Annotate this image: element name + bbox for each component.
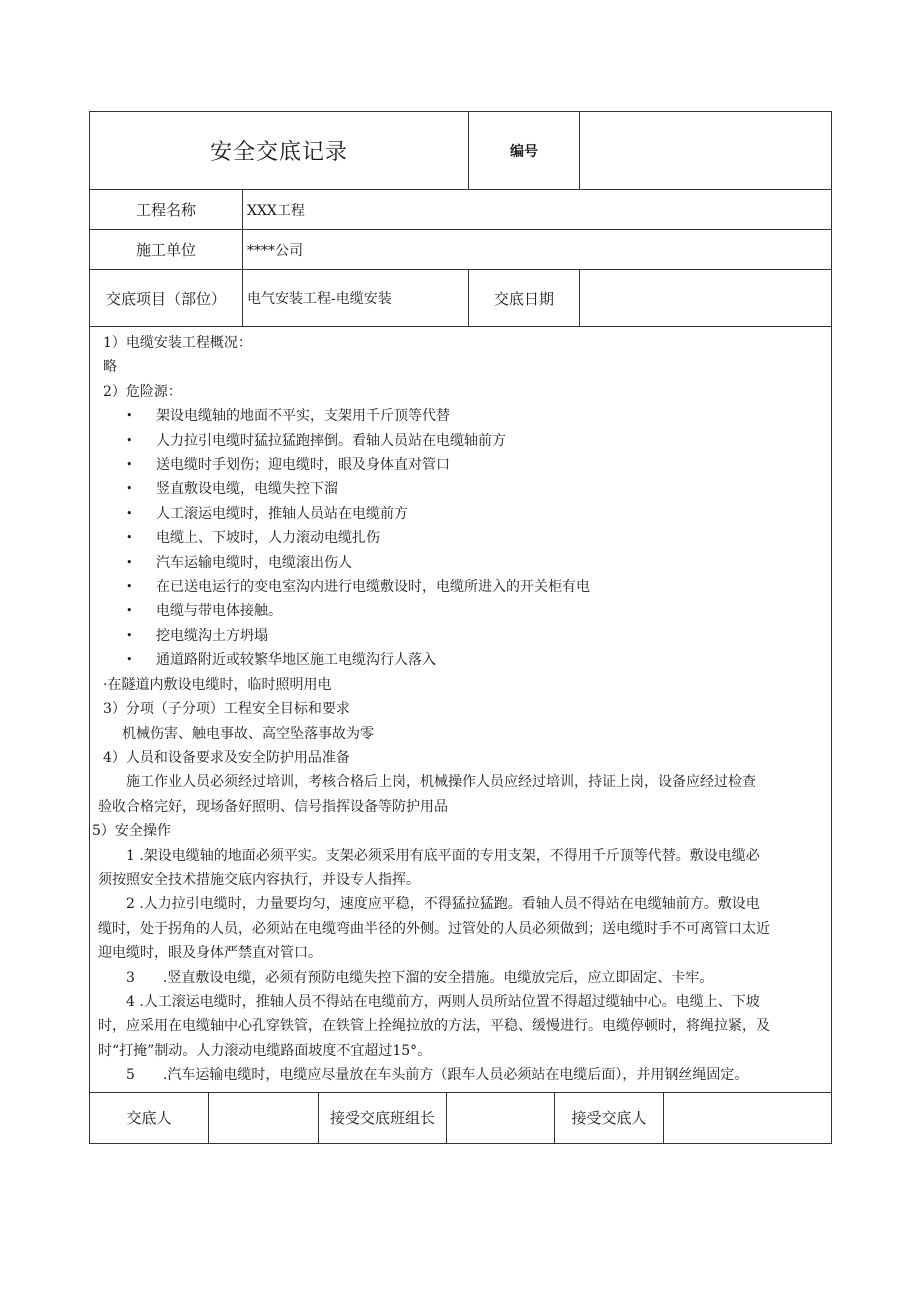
hazard-item (98, 429, 825, 453)
hazard-item (98, 575, 825, 599)
hazard-text: 竖直敷设电缆，电缆失控下溜 (156, 481, 338, 498)
operation-line: 1 .架设电缆轴的地面必须平实。支架必须采用有底平面的专用支架，不得用千斤顶等代替。敷设电缆必 (126, 847, 760, 864)
form-title: 安全交底记录 (90, 112, 469, 190)
bullet-icon: • (126, 482, 133, 496)
team-leader-signature[interactable] (447, 1092, 555, 1143)
operation-line: 须按照安全技术措施交底内容执行，并设专人指挥。 (98, 871, 420, 888)
safety-briefing-form (89, 111, 831, 1144)
hazard-item (98, 477, 825, 501)
hazard-text: 人工滚运电缆时，推轴人员站在电缆前方 (156, 505, 408, 522)
section-2-title: 2）危险源： (103, 383, 182, 400)
operation-item (98, 966, 825, 990)
section-4-line-2: 验收合格完好，现场备好照明、信号指挥设备等防护用品 (98, 798, 448, 815)
date-label: 交底日期 (469, 270, 580, 327)
bullet-icon: • (126, 531, 133, 545)
hazard-item (98, 599, 825, 623)
bullet-icon: • (126, 604, 133, 618)
discloser-label: 交底人 (90, 1092, 209, 1143)
hazard-list (98, 404, 825, 672)
bullet-icon: • (126, 458, 133, 472)
receiver-label: 接受交底人 (555, 1092, 664, 1143)
hazard-text: 人力拉引电缆时猛拉猛跑摔倒。看轴人员站在电缆轴前方 (156, 432, 506, 449)
hazard-item (98, 648, 825, 672)
hazard-text: 通道路附近或较繁华地区施工电缆沟行人落入 (156, 652, 436, 669)
hazard-item (98, 404, 825, 428)
operation-line: 迎电缆时，眼及身体严禁直对管口。 (98, 945, 322, 962)
operation-item (98, 990, 825, 1063)
section-3-body: 机械伤害、触电事故、高空坠落事故为零 (122, 725, 374, 742)
operation-line: 缆时，处于拐角的人员，必须站在电缆弯曲半径的外侧。过管处的人员必须做到；送电缆时手不可离管口太近 (98, 920, 770, 937)
section-4-title: 4）人员和设备要求及安全防护用品准备 (103, 749, 350, 766)
hazard-item (98, 453, 825, 477)
hazard-item (98, 502, 825, 526)
operation-item (98, 1063, 825, 1087)
operation-line: 4 .人工滚运电缆时，推轴人员不得站在电缆前方，两则人员所站位置不得超过缆轴中心。电缆上、下坡 (126, 993, 760, 1010)
operation-line: 时，应采用在电缆轴中心孔穿铁管，在铁管上拴绳拉放的方法，平稳、缓慢进行。电缆停顿时，将绳拉紧，及 (98, 1018, 770, 1035)
hazard-item (98, 551, 825, 575)
signature-table (89, 1092, 832, 1144)
operation-item (98, 844, 825, 893)
bullet-icon: • (126, 580, 133, 594)
operation-line: 3 .竖直敷设电缆，必须有预防电缆失控下溜的安全措施。电缆放完后，应立即固定、卡牢。 (126, 969, 714, 986)
hazard-text: 汽车运输电缆时，电缆滚出伤人 (156, 554, 352, 571)
operations-list (98, 844, 825, 1088)
date-value[interactable] (580, 270, 832, 327)
contractor-value[interactable]: ****公司 (243, 230, 832, 270)
section-3-title: 3）分项（子分项）工程安全目标和要求 (103, 701, 350, 718)
hazard-text: 架设电缆轴的地面不平实，支架用千斤顶等代替 (156, 408, 450, 425)
section-1-title: 1）电缆安装工程概况： (103, 335, 252, 351)
number-value[interactable] (580, 112, 832, 190)
briefing-content (90, 327, 832, 1093)
operation-line: 5 .汽车运输电缆时，电缆应尽量放在车头前方（跟车人员必须站在电缆后面），并用钢丝绳固定。 (126, 1067, 749, 1084)
hazard-text: 电缆与带电体接触。 (156, 603, 282, 620)
discloser-signature[interactable] (209, 1092, 319, 1143)
bullet-icon: • (126, 409, 133, 423)
hazard-text: 电缆上、下坡时，人力滚动电缆扎伤 (156, 530, 380, 547)
bullet-icon: • (126, 628, 133, 642)
bullet-icon: • (126, 433, 133, 447)
section-1-body: 略 (103, 359, 117, 376)
bullet-icon: • (126, 506, 133, 520)
item-label: 交底项目（部位） (90, 270, 243, 327)
bullet-icon: • (126, 653, 133, 667)
hazard-text: 在已送电运行的变电室沟内进行电缆敷设时，电缆所进入的开关柜有电 (156, 579, 590, 596)
team-leader-label: 接受交底班组长 (319, 1092, 447, 1143)
section-4-line-1: 施工作业人员必须经过培训，考核合格后上岗，机械操作人员应经过培训，持证上岗，设备应经过检查 (126, 774, 756, 791)
item-value[interactable]: 电气安装工程-电缆安装 (243, 270, 469, 327)
project-name-value[interactable]: XXX工程 (243, 190, 832, 230)
contractor-label: 施工单位 (90, 230, 243, 270)
form-header-table (89, 111, 832, 1093)
operation-item (98, 892, 825, 965)
operation-line: 时“打掩”制动。人力滚动电缆路面坡度不宜超过15°。 (98, 1042, 432, 1059)
section-2-tail: ·在隧道内敷设电缆时，临时照明用电 (103, 676, 332, 693)
hazard-text: 挖电缆沟土方坍塌 (156, 627, 268, 644)
operation-line: 2 .人力拉引电缆时，力量要均匀，速度应平稳，不得猛拉猛跑。看轴人员不得站在电缆轴前方。敷设电 (126, 896, 760, 913)
bullet-icon: • (126, 555, 133, 569)
receiver-signature[interactable] (664, 1092, 832, 1143)
hazard-text: 送电缆时手划伤；迎电缆时，眼及身体直对管口 (156, 457, 450, 474)
section-5-title: 5）安全操作 (92, 823, 171, 840)
project-name-label: 工程名称 (90, 190, 243, 230)
number-label: 编号 (469, 112, 580, 190)
hazard-item (98, 526, 825, 550)
hazard-item (98, 624, 825, 648)
